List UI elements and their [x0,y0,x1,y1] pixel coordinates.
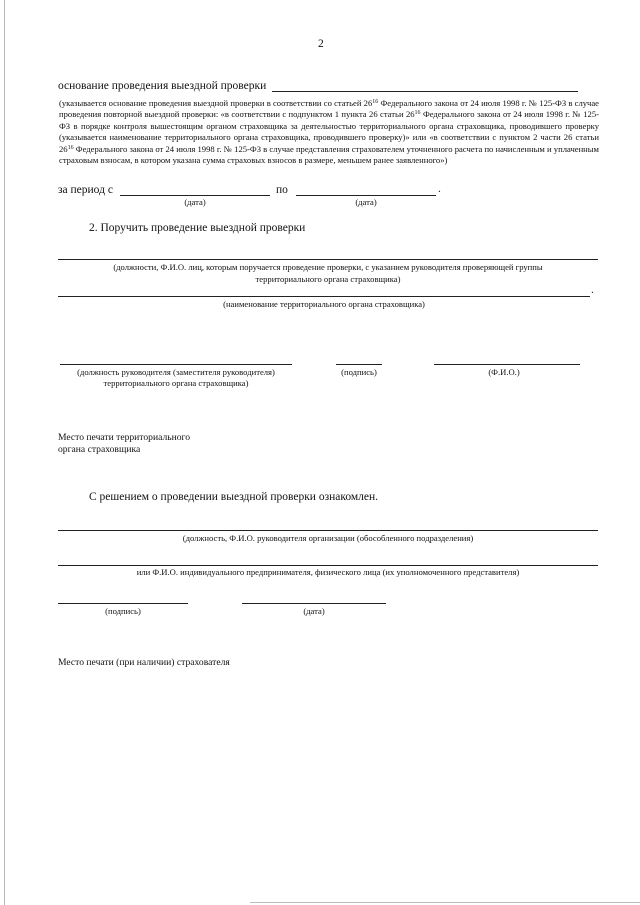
page-number: 2 [318,38,324,50]
stamp-policyholder: Место печати (при наличии) страхователя [58,657,230,668]
fio-caption: (Ф.И.О.) [488,367,520,377]
period-to-caption: (дата) [355,197,377,207]
section2-heading: 2. Поручить проведение выездной проверки [89,222,306,234]
period-end-mark: . [438,183,441,195]
position-caption-2: территориального органа страховщика) [103,378,249,388]
sign-caption: (подпись) [341,367,377,377]
ip-line[interactable] [58,565,598,566]
position-caption-1: (должность руководителя (заместителя руководителя) [77,367,275,377]
stamp-insurer-line1: Место печати территориального [58,432,191,443]
period-from-label: за период с [58,184,113,196]
basis-label: основание проведения выездной проверки [58,80,267,92]
org-line[interactable] [58,296,590,297]
period-to-label: по [276,184,288,196]
sign-line[interactable] [336,364,382,365]
section2-end-mark: . [591,284,594,296]
period-from-caption: (дата) [184,197,206,207]
ack-sign-line[interactable] [58,603,188,604]
scan-bottom-edge [250,902,640,903]
fio-line[interactable] [434,364,580,365]
head-caption: (должность, Ф.И.О. руководителя организации (обособленного подразделения) [182,533,474,543]
stamp-insurer-line2: органа страховщика [58,444,141,455]
persons-caption-2: территориального органа страховщика) [255,274,401,284]
ack-date-line[interactable] [242,603,386,604]
head-line[interactable] [58,530,598,531]
ack-sign-caption: (подпись) [105,606,141,616]
ack-date-caption: (дата) [303,606,325,616]
basis-note: (указывается основание проведения выездной проверки в соответствии со статьей $26^{16}$ Федерального закона от 24 июля 1998 г. № 125-ФЗ в случае проведения повторной выездной проверки: «в соответствии с подпунктом 1 пункта 26 статьи $26^{16}$ Федерального закона от 24 июля 1998 г. № 125-ФЗ в порядке контроля вышестоящим органом страховщика за деятельностью территориального органа страховщика, проводившего проверку (указывается наименование территориального органа страховщика, проводившего проверку)» или «в соответствии с пунктом 2 части 26 статьи $26^{16}$ Федерального закона от 24 июля 1998 г. № 125-ФЗ в случае представления страхователем уточненного расчета по начисленным и уплаченным страховым взносам, в котором указана сумма страховых взносов в размере, меньшем ранее заявленного») [59,98,599,166]
persons-line[interactable] [58,259,598,260]
period-from-line[interactable] [120,195,270,196]
period-to-line[interactable] [296,195,436,196]
ip-caption: или Ф.И.О. индивидуального предпринимателя, физического лица (их уполномоченного представителя) [136,567,520,577]
persons-caption-1: (должности, Ф.И.О. лиц, которым поручается проведение проверки, с указанием руководителя проверяющей группы [113,262,543,272]
position-line[interactable] [60,364,292,365]
org-caption: (наименование территориального органа страховщика) [223,299,425,309]
scan-left-edge [4,0,5,905]
basis-input-line[interactable] [272,91,578,92]
acknowledgement-heading: С решением о проведении выездной проверки ознакомлен. [89,491,379,503]
